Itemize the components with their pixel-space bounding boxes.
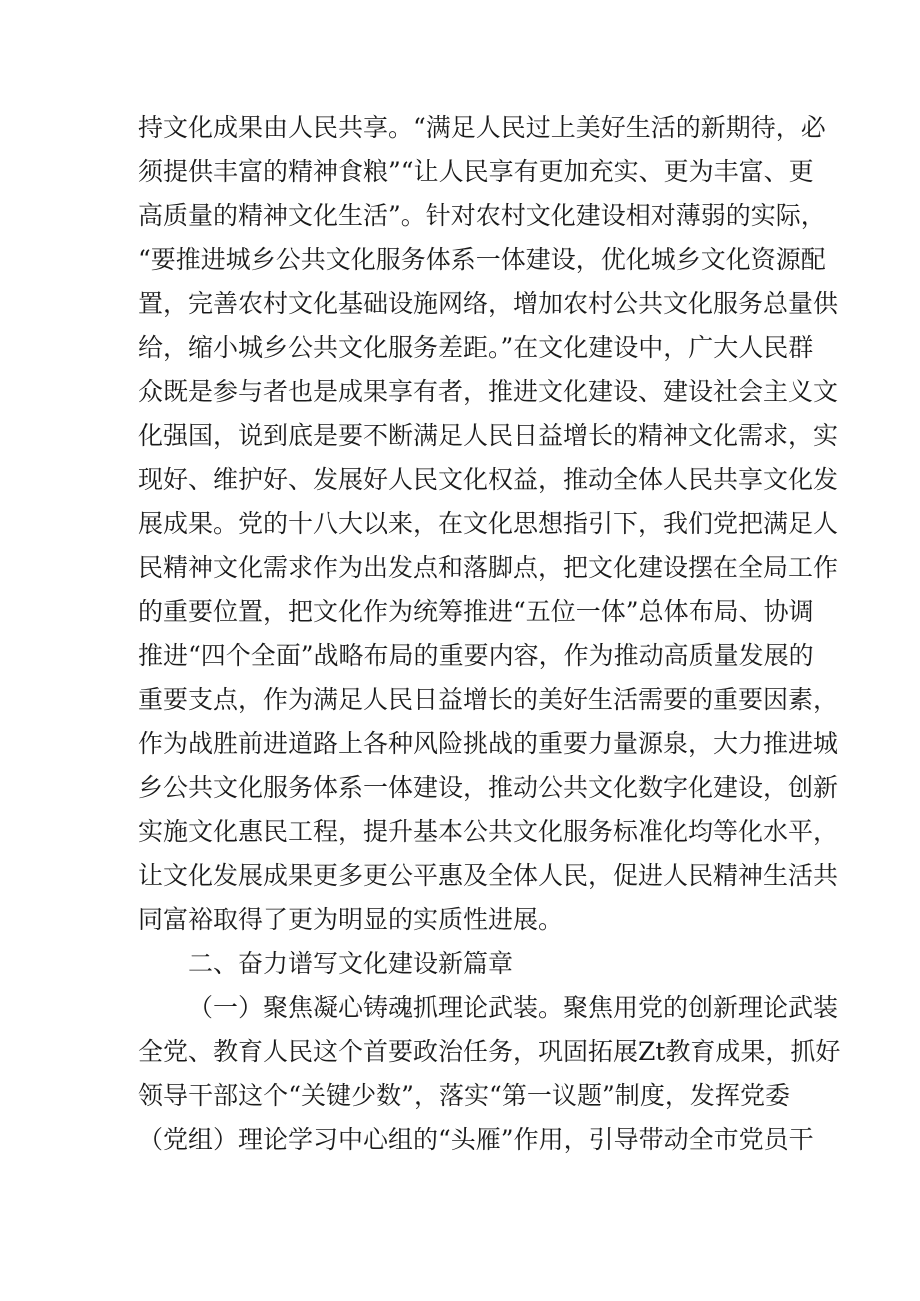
paragraph-1-line-19: 同富裕取得了更为明显的实质性进展。 bbox=[138, 905, 564, 934]
paragraph-1-line-16: 乡公共文化服务体系一体建设，推动公共文化数字化建设，创新 bbox=[138, 773, 839, 802]
paragraph-1-line-18: 让文化发展成果更多更公平惠及全体人民，促进人民精神生活共 bbox=[138, 861, 839, 890]
paragraph-1-line-11: 民精神文化需求作为出发点和落脚点，把文化建设摆在全局工作 bbox=[138, 553, 839, 582]
paragraph-1-line-3: 高质量的精神文化生活”。针对农村文化建设相对薄弱的实际， bbox=[138, 201, 826, 230]
paragraph-1-line-2: 须提供丰富的精神食粮”“让人民享有更加充实、更为丰富、更 bbox=[138, 157, 814, 186]
section-heading: 二、奋力谱写文化建设新篇章 bbox=[188, 949, 514, 978]
paragraph-1-line-1: 持文化成果由人民共享。“满足人民过上美好生活的新期待，必 bbox=[138, 113, 826, 142]
paragraph-2-line-2: 全党、教育人民这个首要政治任务，巩固拓展Zt教育成果，抓好 bbox=[138, 1037, 841, 1066]
paragraph-1-line-17: 实施文化惠民工程，提升基本公共文化服务标准化均等化水平， bbox=[138, 817, 839, 846]
paragraph-1-line-13: 推进“四个全面”战略布局的重要内容，作为推动高质量发展的 bbox=[138, 641, 814, 670]
paragraph-2-line-4: （党组）理论学习中心组的“头雁”作用，引导带动全市党员干 bbox=[138, 1125, 814, 1154]
paragraph-1-line-8: 化强国，说到底是要不断满足人民日益增长的精神文化需求，实 bbox=[138, 421, 839, 450]
paragraph-1-line-9: 现好、维护好、发展好人民文化权益，推动全体人民共享文化发 bbox=[138, 465, 839, 494]
paragraph-1-line-6: 给，缩小城乡公共文化服务差距。”在文化建设中，广大人民群 bbox=[138, 333, 814, 362]
paragraph-1-line-10: 展成果。党的十八大以来，在文化思想指引下，我们党把满足人 bbox=[138, 509, 839, 538]
paragraph-1-line-4: “要推进城乡公共文化服务体系一体建设，优化城乡文化资源配 bbox=[138, 245, 826, 274]
paragraph-2-line-1: （一）聚焦凝心铸魂抓理论武装。聚焦用党的创新理论武装 bbox=[188, 993, 839, 1022]
paragraph-1-line-7: 众既是参与者也是成果享有者，推进文化建设、建设社会主义文 bbox=[138, 377, 839, 406]
paragraph-2-line-3: 领导干部这个“关键少数”，落实“第一议题”制度，发挥党委 bbox=[138, 1081, 790, 1110]
paragraph-1-line-5: 置，完善农村文化基础设施网络，增加农村公共文化服务总量供 bbox=[138, 289, 839, 318]
paragraph-1-line-15: 作为战胜前进道路上各种风险挑战的重要力量源泉，大力推进城 bbox=[138, 729, 839, 758]
paragraph-1-line-14: 重要支点，作为满足人民日益增长的美好生活需要的重要因素， bbox=[138, 685, 839, 714]
paragraph-1-line-12: 的重要位置，把文化作为统筹推进“五位一体”总体布局、协调 bbox=[138, 597, 814, 626]
